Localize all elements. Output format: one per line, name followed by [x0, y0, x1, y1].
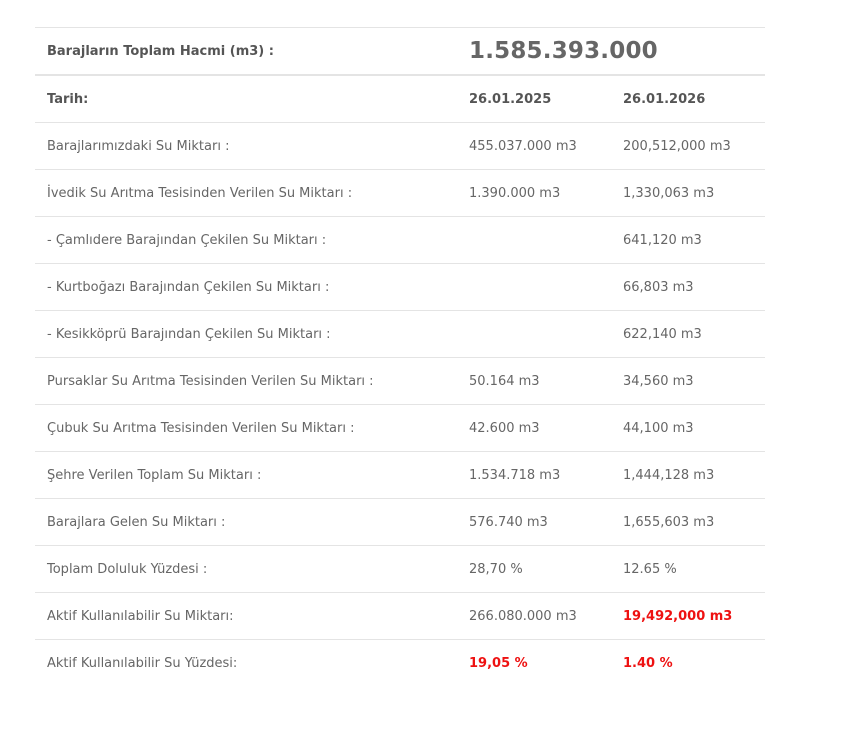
- table-row: [35, 405, 765, 452]
- row-value-2026: 200,512,000 m3: [612, 123, 765, 170]
- table-row: [35, 217, 765, 264]
- row-value-2025-highlight: 19,05 %: [458, 640, 612, 687]
- row-value-2025: 1.390.000 m3: [458, 170, 612, 217]
- date-column-1: 26.01.2025: [458, 75, 612, 123]
- row-label: Pursaklar Su Arıtma Tesisinden Verilen Su Miktarı :: [35, 358, 458, 405]
- dam-stats-panel: [35, 27, 765, 686]
- row-value-2025: 576.740 m3: [458, 499, 612, 546]
- row-label: Çubuk Su Arıtma Tesisinden Verilen Su Miktarı :: [35, 405, 458, 452]
- row-label: İvedik Su Arıtma Tesisinden Verilen Su Miktarı :: [35, 170, 458, 217]
- table-row: [35, 311, 765, 358]
- table-row: [35, 546, 765, 593]
- row-label: Toplam Doluluk Yüzdesi :: [35, 546, 458, 593]
- table-row: [35, 640, 765, 687]
- row-label: Şehre Verilen Toplam Su Miktarı :: [35, 452, 458, 499]
- row-value-2026-highlight: 19,492,000 m3: [612, 593, 765, 640]
- row-label: Barajlarımızdaki Su Miktarı :: [35, 123, 458, 170]
- row-value-2026: 641,120 m3: [612, 217, 765, 264]
- total-volume-label: Barajların Toplam Hacmi (m3) :: [35, 28, 458, 76]
- row-value-2025: 455.037.000 m3: [458, 123, 612, 170]
- row-value-2025: 266.080.000 m3: [458, 593, 612, 640]
- row-value-2026: 1,330,063 m3: [612, 170, 765, 217]
- table-row: [35, 452, 765, 499]
- table-row: [35, 170, 765, 217]
- date-header-row: [35, 75, 765, 123]
- row-value-2026: 34,560 m3: [612, 358, 765, 405]
- row-value-2026: 1,444,128 m3: [612, 452, 765, 499]
- table-row: [35, 358, 765, 405]
- table-row: [35, 499, 765, 546]
- table-row: [35, 264, 765, 311]
- row-value-2025: 1.534.718 m3: [458, 452, 612, 499]
- row-value-2026: 66,803 m3: [612, 264, 765, 311]
- row-value-2026-highlight: 1.40 %: [612, 640, 765, 687]
- row-value-2026: 1,655,603 m3: [612, 499, 765, 546]
- date-column-2: 26.01.2026: [612, 75, 765, 123]
- date-header-label: Tarih:: [35, 75, 458, 123]
- row-label: Aktif Kullanılabilir Su Yüzdesi:: [35, 640, 458, 687]
- row-value-2026: 12.65 %: [612, 546, 765, 593]
- row-value-2026: 622,140 m3: [612, 311, 765, 358]
- total-volume-value: 1.585.393.000: [458, 28, 765, 76]
- row-value-2025: 42.600 m3: [458, 405, 612, 452]
- table-row: [35, 593, 765, 640]
- row-label: - Kurtboğazı Barajından Çekilen Su Miktarı :: [35, 264, 458, 311]
- row-value-2026: 44,100 m3: [612, 405, 765, 452]
- dam-stats-table: [35, 27, 765, 686]
- row-label: Barajlara Gelen Su Miktarı :: [35, 499, 458, 546]
- row-label: - Kesikköprü Barajından Çekilen Su Miktarı :: [35, 311, 458, 358]
- row-value-2025: 28,70 %: [458, 546, 612, 593]
- row-value-2025: [458, 217, 612, 264]
- total-volume-row: [35, 28, 765, 76]
- row-value-2025: [458, 264, 612, 311]
- row-label: Aktif Kullanılabilir Su Miktarı:: [35, 593, 458, 640]
- table-row: [35, 123, 765, 170]
- row-value-2025: 50.164 m3: [458, 358, 612, 405]
- row-label: - Çamlıdere Barajından Çekilen Su Miktarı :: [35, 217, 458, 264]
- row-value-2025: [458, 311, 612, 358]
